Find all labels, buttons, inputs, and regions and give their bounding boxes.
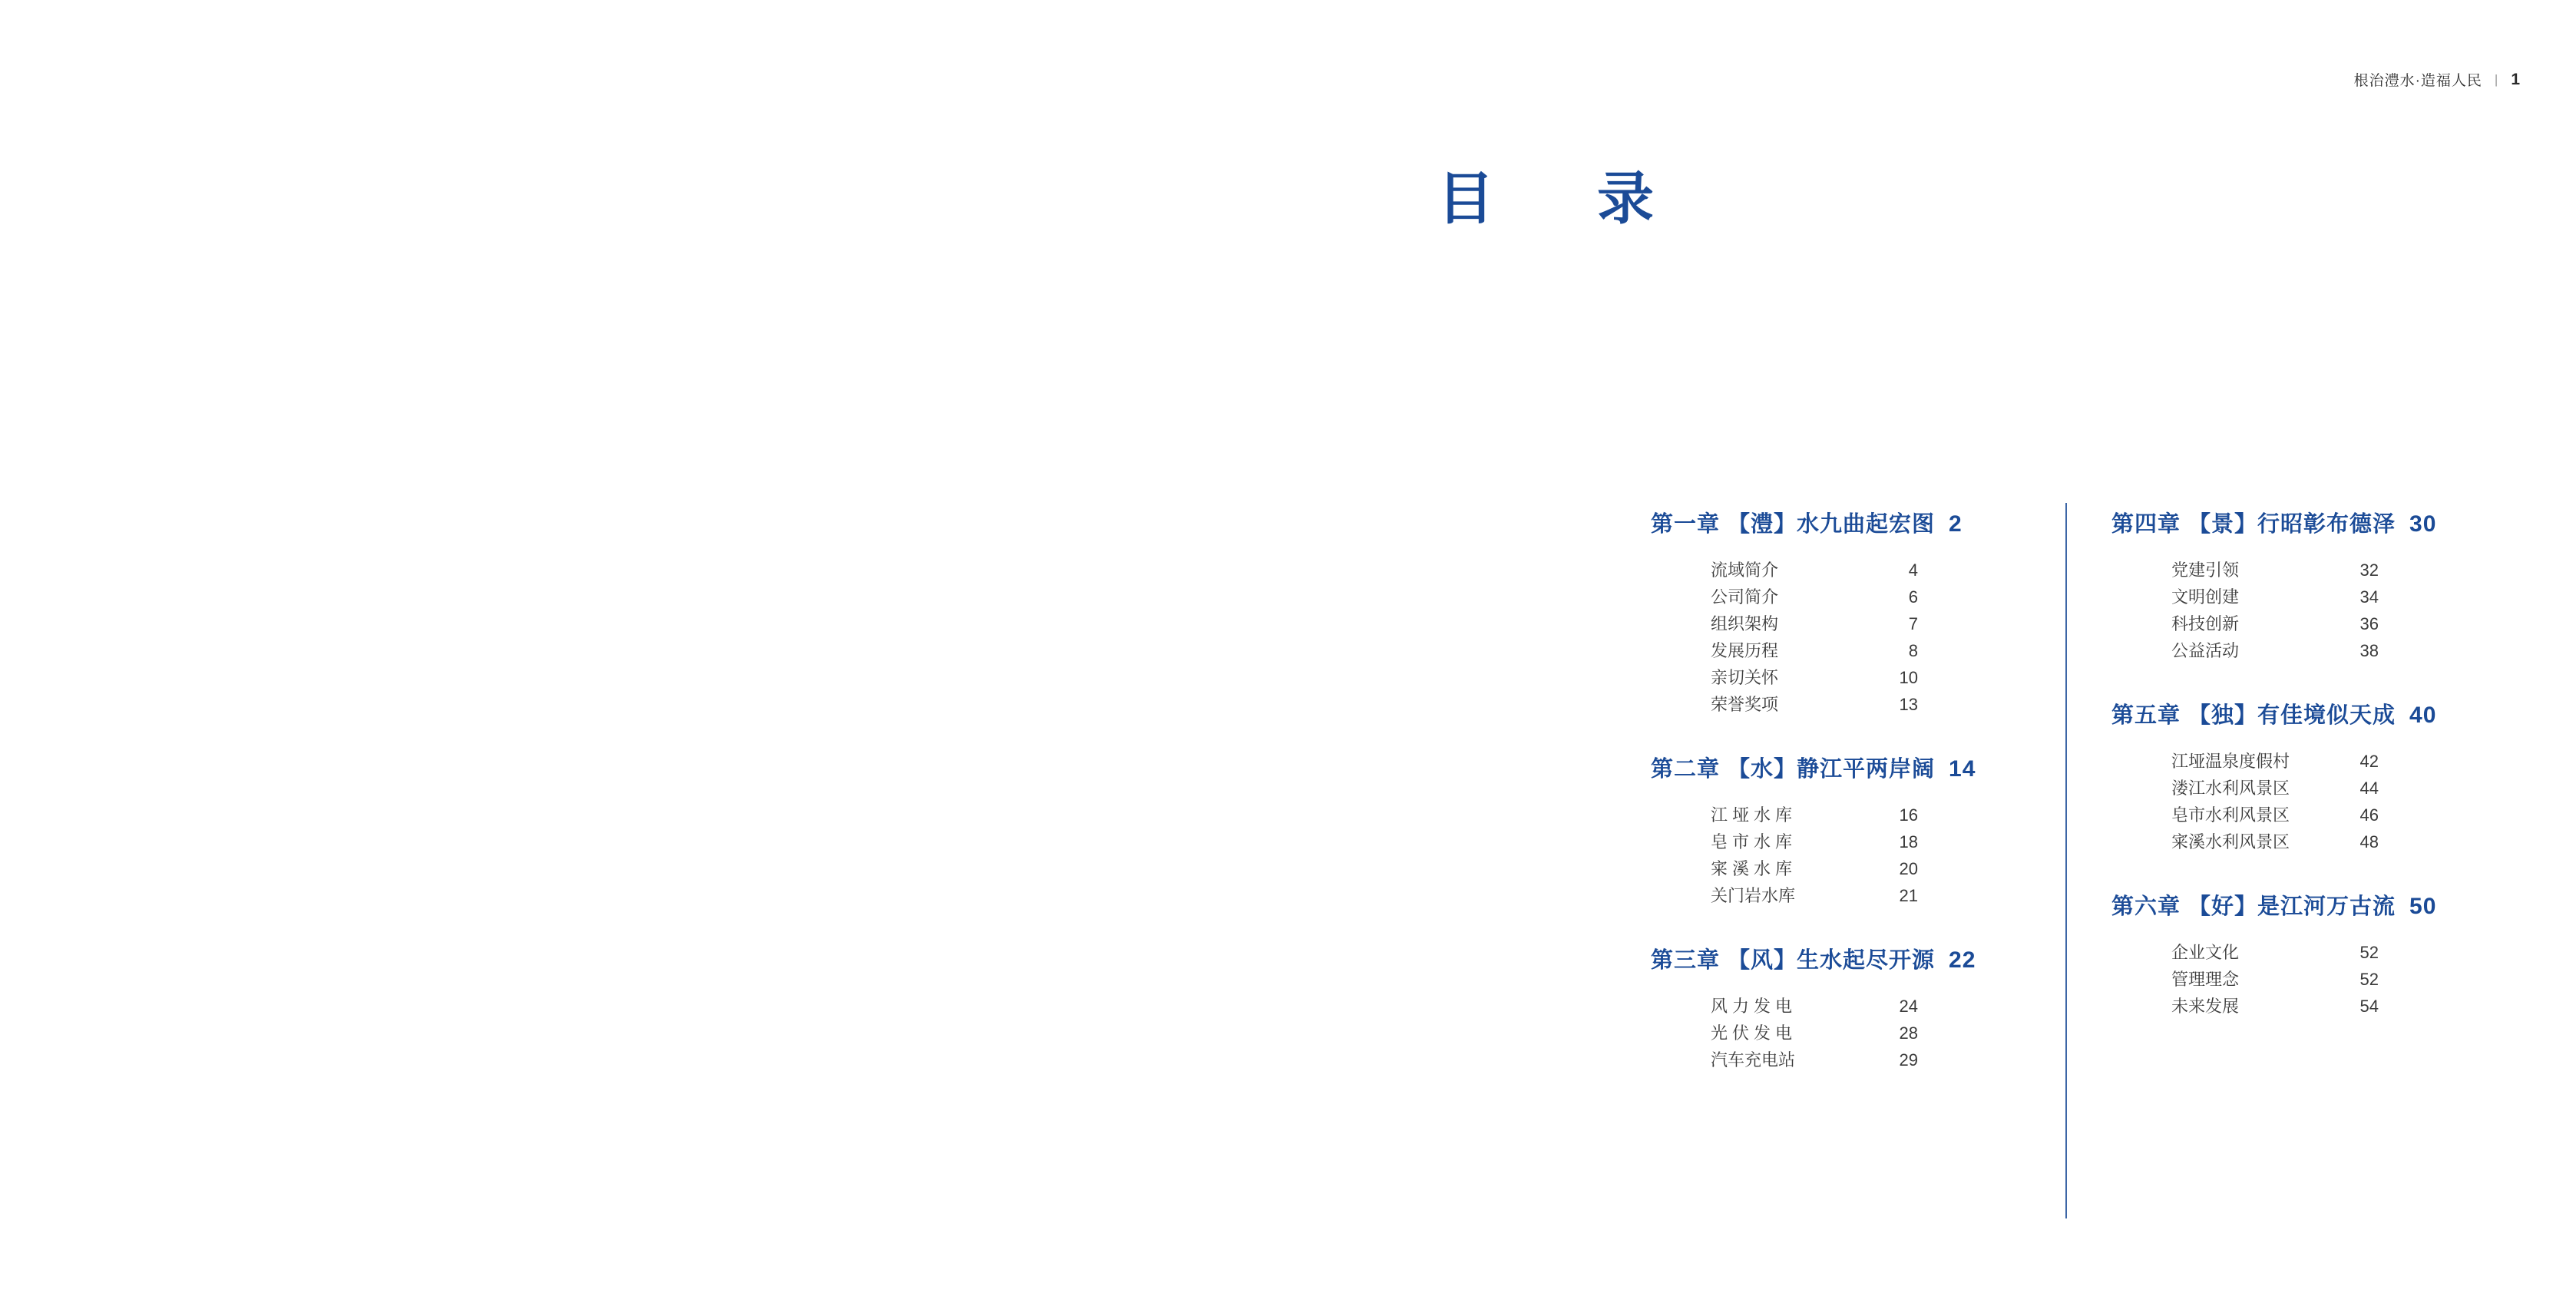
chapter-block (1651, 507, 2019, 718)
entry-page: 44 (2359, 779, 2379, 798)
entry-page: 8 (1908, 641, 1918, 660)
chapter-number: 第六章 (2111, 894, 2181, 919)
list-item[interactable] (1711, 1046, 2019, 1073)
chapter-entries (1651, 993, 2019, 1073)
entry-page: 6 (1908, 587, 1918, 607)
entry-page: 16 (1899, 805, 1918, 825)
entry-label: 管理理念 (2171, 970, 2240, 989)
entry-label: 企业文化 (2171, 943, 2240, 962)
entry-label: 流域简介 (1711, 560, 1779, 580)
chapter-heading[interactable] (1651, 752, 2019, 783)
chapter-page: 30 (2409, 511, 2437, 537)
entry-page: 28 (1899, 1023, 1918, 1043)
list-item[interactable] (2171, 828, 2480, 855)
list-item[interactable] (2171, 802, 2480, 828)
chapter-title: 【澧】水九曲起宏图 (1728, 512, 1936, 537)
entry-label: 亲切关怀 (1711, 668, 1779, 687)
entry-page: 52 (2359, 970, 2379, 989)
chapter-heading[interactable] (1651, 507, 2019, 538)
list-item[interactable] (1711, 637, 2019, 664)
entry-label: 荣誉奖项 (1711, 695, 1779, 714)
entry-label: 文明创建 (2171, 587, 2240, 607)
list-item[interactable] (1711, 882, 2019, 909)
chapter-page: 40 (2409, 703, 2437, 728)
list-item[interactable] (1711, 828, 2019, 855)
chapter-title: 【水】静江平两岸阔 (1728, 757, 1936, 782)
entry-label: 汽车充电站 (1711, 1050, 1796, 1070)
list-item[interactable] (2171, 993, 2480, 1020)
list-item[interactable] (2171, 775, 2480, 802)
chapter-entries (1651, 557, 2019, 718)
entry-page: 29 (1899, 1050, 1918, 1070)
chapter-number: 第三章 (1651, 948, 1721, 973)
list-item[interactable] (2171, 966, 2480, 993)
entry-label: 江垭水库 (1711, 805, 1797, 825)
entry-label: 发展历程 (1711, 641, 1779, 660)
entry-label: 光伏发电 (1711, 1023, 1797, 1043)
chapter-page: 22 (1949, 947, 1976, 973)
entry-page: 21 (1899, 886, 1918, 905)
chapter-title: 【独】有佳境似天成 (2188, 703, 2396, 728)
entry-label: 公司简介 (1711, 587, 1779, 607)
list-item[interactable] (2171, 637, 2480, 664)
chapter-title: 【景】行昭彰布德泽 (2188, 512, 2396, 537)
list-item[interactable] (1711, 610, 2019, 637)
chapter-number: 第五章 (2111, 703, 2181, 728)
entry-page: 52 (2359, 943, 2379, 962)
entry-label: 皂市水利风景区 (2171, 805, 2290, 825)
entry-label: 科技创新 (2171, 614, 2240, 633)
entry-page: 24 (1899, 997, 1918, 1016)
entry-page: 46 (2359, 805, 2379, 825)
entry-label: 党建引领 (2171, 560, 2240, 580)
chapter-heading[interactable] (2111, 889, 2480, 921)
entry-label: 宷溪水利风景区 (2171, 832, 2290, 851)
running-header-page-number: 1 (2511, 70, 2521, 88)
chapter-number: 第一章 (1651, 512, 1721, 537)
entry-page: 7 (1908, 614, 1918, 633)
entry-label: 江垭温泉度假村 (2171, 752, 2290, 771)
list-item[interactable] (1711, 664, 2019, 691)
list-item[interactable] (1711, 584, 2019, 610)
entry-page: 38 (2359, 641, 2379, 660)
entry-page: 36 (2359, 614, 2379, 633)
entry-page: 32 (2359, 560, 2379, 580)
chapter-block (2111, 507, 2480, 664)
entry-page: 48 (2359, 832, 2379, 851)
toc-right-column (2111, 507, 2480, 1236)
toc-columns (1651, 507, 2511, 1236)
entry-label: 宷溪水库 (1711, 859, 1797, 878)
chapter-heading[interactable] (1651, 943, 2019, 974)
entry-page: 13 (1899, 695, 1918, 714)
chapter-entries (1651, 802, 2019, 909)
running-header (2354, 69, 2521, 90)
list-item[interactable] (2171, 557, 2480, 584)
list-item[interactable] (1711, 557, 2019, 584)
chapter-block (2111, 889, 2480, 1020)
chapter-heading[interactable] (2111, 698, 2480, 729)
chapter-title: 【好】是江河万古流 (2188, 894, 2396, 919)
chapter-heading[interactable] (2111, 507, 2480, 538)
chapter-page: 50 (2409, 894, 2437, 919)
entry-page: 20 (1899, 859, 1918, 878)
entry-label: 未来发展 (2171, 997, 2240, 1016)
running-header-separator: | (2494, 71, 2499, 87)
chapter-page: 14 (1949, 756, 1976, 782)
chapter-block (1651, 943, 2019, 1073)
list-item[interactable] (2171, 610, 2480, 637)
list-item[interactable] (1711, 691, 2019, 718)
running-header-slogan: 根治澧水·造福人民 (2353, 73, 2482, 89)
entry-page: 54 (2359, 997, 2379, 1016)
chapter-page: 2 (1949, 511, 1963, 537)
list-item[interactable] (2171, 748, 2480, 775)
entry-page: 42 (2359, 752, 2379, 771)
entry-page: 10 (1899, 668, 1918, 687)
entry-label: 公益活动 (2171, 641, 2240, 660)
entry-label: 组织架构 (1711, 614, 1779, 633)
entry-page: 18 (1899, 832, 1918, 851)
entry-label: 关门岩水库 (1711, 886, 1796, 905)
entry-label: 溇江水利风景区 (2171, 779, 2290, 798)
chapter-number: 第四章 (2111, 512, 2181, 537)
page-title: 目 录 (1437, 167, 1677, 230)
chapter-entries (2111, 557, 2480, 664)
entry-page: 34 (2359, 587, 2379, 607)
list-item[interactable] (1711, 855, 2019, 882)
chapter-title: 【风】生水起尽开源 (1728, 948, 1936, 973)
chapter-block (2111, 698, 2480, 855)
chapter-block (1651, 752, 2019, 909)
entry-page: 4 (1908, 560, 1918, 580)
toc-left-column (1651, 507, 2019, 1236)
list-item[interactable] (1711, 993, 2019, 1020)
list-item[interactable] (1711, 802, 2019, 828)
list-item[interactable] (2171, 584, 2480, 610)
entry-label: 风力发电 (1711, 997, 1797, 1016)
chapter-entries (2111, 748, 2480, 855)
entry-label: 皂市水库 (1711, 832, 1797, 851)
chapter-number: 第二章 (1651, 757, 1721, 782)
list-item[interactable] (1711, 1020, 2019, 1046)
list-item[interactable] (2171, 939, 2480, 966)
chapter-entries (2111, 939, 2480, 1020)
